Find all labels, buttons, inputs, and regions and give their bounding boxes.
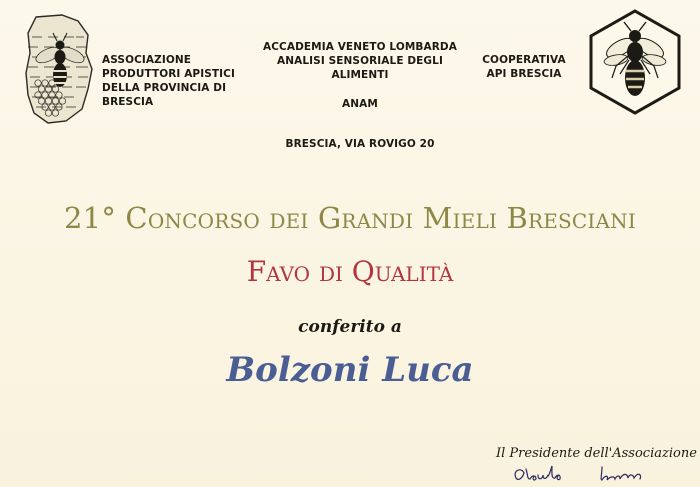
- honeycomb-bee-logo-icon: [22, 13, 94, 125]
- hexagon-bee-logo-icon: [586, 8, 684, 116]
- award-name: Favo di Qualità: [246, 255, 454, 288]
- cooperative-name: [472, 53, 576, 81]
- association-line: PRODUTTORI APISTICI: [102, 68, 235, 80]
- academy-acronym: ANAM: [342, 98, 378, 110]
- academy-line: ALIMENTI: [331, 69, 389, 81]
- association-line: DELLA PROVINCIA DI: [102, 82, 227, 94]
- address: BRESCIA, VIA ROVIGO 20: [285, 138, 435, 150]
- recipient-name: Bolzoni Luca: [226, 350, 474, 390]
- association-line: ASSOCIAZIONE: [102, 54, 192, 66]
- academy-line: ACCADEMIA VENETO LOMBARDA: [263, 41, 457, 53]
- producers-association-name: [102, 53, 235, 109]
- academy-line: ANALISI SENSORIALE DEGLI: [277, 55, 443, 67]
- conferred-label: conferito a: [298, 317, 402, 337]
- contest-title: 21° Concorso dei Grandi Mieli Bresciani: [64, 201, 636, 235]
- president-role: Il Presidente dell'Associazione: [496, 446, 697, 461]
- cooperative-line: COOPERATIVA: [482, 54, 566, 66]
- cooperative-line: API BRESCIA: [486, 68, 562, 80]
- president-signature: [510, 463, 680, 487]
- association-line: BRESCIA: [102, 96, 154, 108]
- academy-name: [238, 40, 482, 82]
